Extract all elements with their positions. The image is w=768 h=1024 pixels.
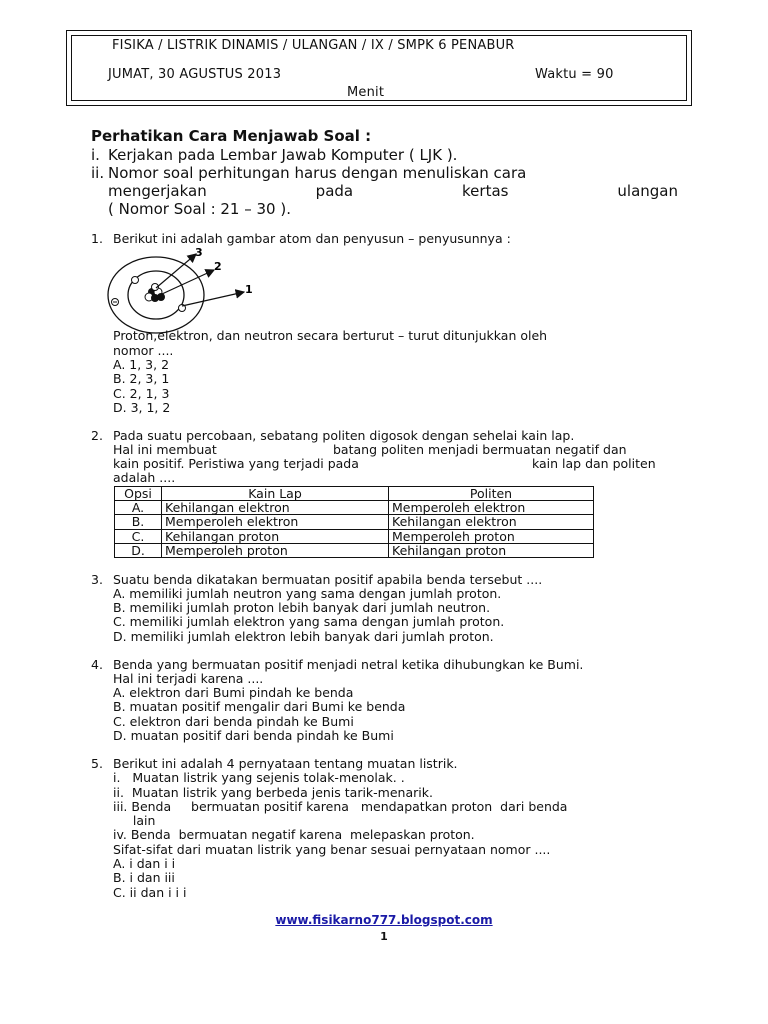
arrow-1: [182, 292, 244, 306]
table-cell: Memperoleh elektron: [162, 515, 389, 529]
table-header-row: [115, 487, 594, 501]
q4-option-b: B. muatan positif mengalir dari Bumi ke benda: [113, 699, 406, 714]
table-cell: D.: [115, 543, 162, 557]
q5-option-a: A. i dan i i: [113, 856, 176, 871]
q5-text: Berikut ini adalah 4 pernyataan tentang muatan listrik.: [113, 756, 458, 771]
q1-option-c: C. 2, 1, 3: [113, 386, 170, 401]
q5-statement-i: i. Muatan listrik yang sejenis tolak-menolak. .: [113, 770, 405, 785]
q2-number: 2.: [91, 428, 103, 443]
header-date: JUMAT, 30 AGUSTUS 2013: [108, 67, 282, 82]
q2-line-3b: kain lap dan politen: [532, 456, 656, 471]
header-subject-line: FISIKA / LISTRIK DINAMIS / ULANGAN / IX / SMPK 6 PENABUR: [112, 38, 515, 53]
q2-options-table: [114, 486, 594, 558]
q3-option-c: C. memiliki jumlah elektron yang sama dengan jumlah proton.: [113, 614, 505, 629]
q1-number: 1.: [91, 231, 103, 246]
table-cell: Memperoleh proton: [389, 529, 594, 543]
justified-word: mengerjakan: [108, 182, 207, 200]
q1-stem-line-2: nomor ....: [113, 343, 174, 358]
footer-website-link[interactable]: www.fisikarno777.blogspot.com: [275, 913, 493, 927]
q5-number: 5.: [91, 756, 103, 771]
justified-word: ulangan: [617, 182, 678, 200]
q3-option-d: D. memiliki jumlah elektron lebih banyak dari jumlah proton.: [113, 629, 494, 644]
table-row: [115, 529, 594, 543]
table-cell: Kehilangan proton: [162, 529, 389, 543]
page-number: 1: [380, 930, 388, 943]
instruction-2-line-2: [108, 182, 678, 201]
q5-statement-ii: ii. Muatan listrik yang berbeda jenis tarik-menarik.: [113, 785, 433, 800]
table-row: [115, 543, 594, 557]
header-time: Waktu = 90: [535, 67, 614, 82]
q1-option-d: D. 3, 1, 2: [113, 400, 171, 415]
table-cell: C.: [115, 529, 162, 543]
q5-option-c: C. ii dan i i i: [113, 885, 187, 900]
instruction-2-line-1: [108, 164, 678, 183]
table-header-cell: Kain Lap: [162, 487, 389, 501]
table-cell: B.: [115, 515, 162, 529]
q1-text: Berikut ini adalah gambar atom dan penyusun – penyusunnya :: [113, 231, 511, 246]
table-row: [115, 501, 594, 515]
q4-line-1: Benda yang bermuatan positif menjadi netral ketika dihubungkan ke Bumi.: [113, 657, 584, 672]
table-cell: Kehilangan proton: [389, 543, 594, 557]
label-1: 1: [245, 283, 253, 296]
table-cell: Kehilangan elektron: [389, 515, 594, 529]
instruction-1-number: i.: [91, 146, 100, 164]
q3-option-a: A. memiliki jumlah neutron yang sama dengan jumlah proton.: [113, 586, 502, 601]
header-minutes: Menit: [347, 85, 385, 100]
q1-stem-line-1: Proton,elektron, dan neutron secara berturut – turut ditunjukkan oleh: [113, 328, 548, 343]
q3-number: 3.: [91, 572, 103, 587]
table-cell: A.: [115, 501, 162, 515]
justified-word: kertas: [462, 182, 509, 200]
instruction-2-number: ii.: [91, 164, 105, 182]
q3-text: Suatu benda dikatakan bermuatan positif apabila benda tersebut ....: [113, 572, 543, 587]
q2-line-3a: kain positif. Peristiwa yang terjadi pada: [113, 456, 359, 471]
q5-statement-iv: iv. Benda bermuatan negatif karena melepaskan proton.: [113, 827, 475, 842]
q2-line-2a: Hal ini membuat: [113, 442, 217, 457]
q5-option-b: B. i dan iii: [113, 870, 175, 885]
table-header-cell: Politen: [389, 487, 594, 501]
table-cell: Memperoleh elektron: [389, 501, 594, 515]
q1-option-a: A. 1, 3, 2: [113, 357, 170, 372]
q5-statement-iii-cont: lain: [113, 813, 156, 828]
q2-line-2b: batang politen menjadi bermuatan negatif dan: [333, 442, 627, 457]
q5-statement-iii: iii. Benda bermuatan positif karena mendapatkan proton dari benda: [113, 799, 568, 814]
q1-option-b: B. 2, 3, 1: [113, 371, 170, 386]
label-3: 3: [195, 246, 203, 259]
q2-line-1: Pada suatu percobaan, sebatang politen digosok dengan sehelai kain lap.: [113, 428, 575, 443]
q3-option-b: B. memiliki jumlah proton lebih banyak dari jumlah neutron.: [113, 600, 491, 615]
q4-option-d: D. muatan positif dari benda pindah ke Bumi: [113, 728, 394, 743]
nucleus: [145, 284, 165, 303]
label-2: 2: [214, 260, 222, 273]
table-row: [115, 515, 594, 529]
q4-option-a: A. elektron dari Bumi pindah ke benda: [113, 685, 354, 700]
q2-line-4: adalah ....: [113, 470, 176, 485]
instruction-1: Kerjakan pada Lembar Jawab Komputer ( LJK ).: [108, 146, 458, 164]
table-cell: Kehilangan elektron: [162, 501, 389, 515]
table-cell: Memperoleh proton: [162, 543, 389, 557]
instruction-2-line-1-text: Nomor soal perhitungan harus dengan menuliskan cara: [108, 164, 527, 182]
instructions-title: Perhatikan Cara Menjawab Soal :: [91, 127, 372, 145]
q4-option-c: C. elektron dari benda pindah ke Bumi: [113, 714, 354, 729]
atom-diagram: [106, 244, 266, 334]
justified-word: pada: [315, 182, 354, 200]
instruction-2-line-3: ( Nomor Soal : 21 – 30 ).: [108, 200, 291, 218]
table-header-cell: Opsi: [115, 487, 162, 501]
q4-line-2: Hal ini terjadi karena ....: [113, 671, 264, 686]
q5-stem: Sifat-sifat dari muatan listrik yang benar sesuai pernyataan nomor ....: [113, 842, 551, 857]
q4-number: 4.: [91, 657, 103, 672]
